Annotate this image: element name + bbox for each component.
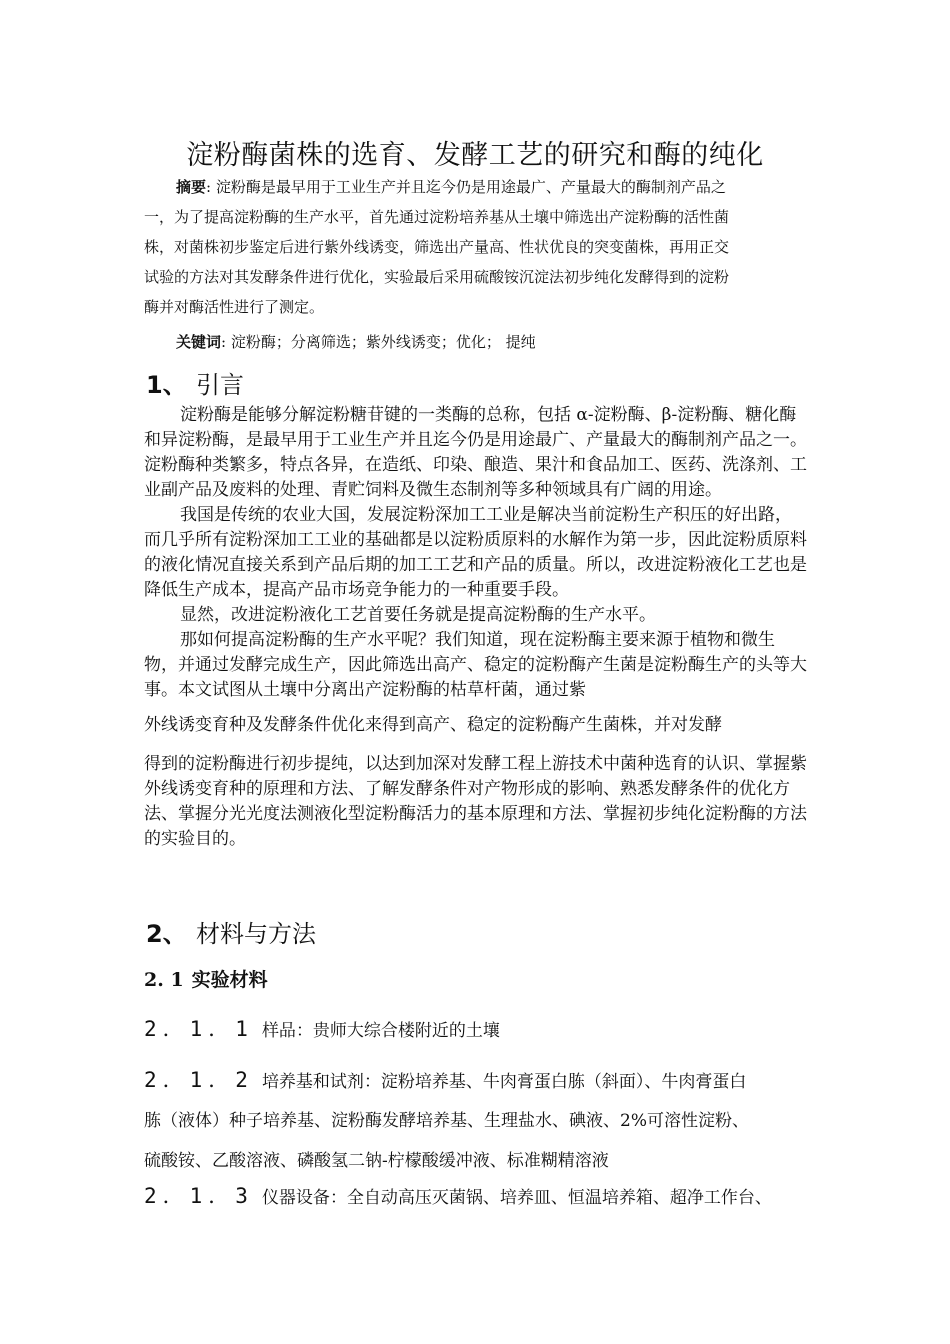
subsection-2-1-heading — [144, 965, 268, 992]
subsection-2-1-title: 实验材料 — [191, 969, 268, 991]
item-2-1-1-label: 样品 — [261, 1021, 296, 1041]
intro-paragraph-2: 我国是传统的农业大国，发展淀粉深加工工业是解决当前淀粉生产积压的好出路，而几乎所有淀粉深加工工业的基础都是以淀粉质原料的水解作为第一步，因此淀粉质原料的液化情况直接关系到产品后期的加工工艺和产品的质量。所以，改进淀粉液化工艺也是降低生产成本，提高产品市场竞争能力的一种重要手段。 — [144, 505, 807, 600]
abstract-text-2: 一，为了提高淀粉酶的生产水平，首先通过淀粉培养基从土壤中筛选出产淀粉酶的活性菌 — [144, 208, 730, 226]
intro-body — [144, 403, 808, 852]
item-2-1-2-text: ：淀粉培养基、牛肉膏蛋白胨（斜面）、牛肉膏蛋白 — [363, 1072, 747, 1092]
item-2-1-2-cont-1: 胨（液体）种子培养基、淀粉酶发酵培养基、生理盐水、碘液、2%可溶性淀粉、 — [144, 1111, 749, 1131]
abstract-line-1 — [144, 172, 812, 202]
abstract-text-4: 试验的方法对其发酵条件进行优化，实验最后采用硫酸铵沉淀法初步纯化发酵得到的淀粉 — [144, 268, 730, 286]
keywords-last: 提纯 — [505, 333, 536, 351]
item-2-1-2-number: 2．1．2 — [144, 1068, 254, 1092]
subsection-2-1-number: 2. 1 — [144, 969, 184, 991]
abstract-sep: : — [206, 178, 212, 196]
intro-paragraph-4-line — [144, 703, 808, 748]
section-2-title: 材料与方法 — [196, 920, 316, 948]
item-2-1-2 — [144, 1064, 746, 1094]
abstract-last-start: 酶 — [144, 298, 160, 316]
keywords-sep: : — [221, 333, 227, 351]
item-2-1-3-text: ：全自动高压灭菌锅、培养皿、恒温培养箱、超净工作台、 — [329, 1188, 772, 1208]
abstract-text-1: 淀粉酶是最早用于工业生产并且迄今仍是用途最广、产量最大的酶制剂产品之 — [215, 178, 726, 196]
item-2-1-3 — [144, 1180, 772, 1210]
item-2-1-3-number: 2．1．3 — [144, 1184, 254, 1208]
section-2-number: 2、 — [146, 920, 187, 948]
section-2-heading — [146, 914, 316, 949]
abstract-label: 摘要 — [176, 178, 207, 196]
abstract-text-3: 株，对菌株初步鉴定后进行紫外线诱变，筛选出产量高、性状优良的突变菌株，再用正交 — [144, 238, 730, 256]
paper-title: 淀粉酶菌株的选育、发酵工艺的研究和酶的纯化 — [186, 140, 764, 171]
item-2-1-2-label: 培养基和试剂 — [261, 1072, 364, 1092]
item-2-1-1 — [144, 1013, 500, 1043]
item-2-1-3-label: 仪器设备 — [261, 1188, 330, 1208]
item-2-1-2-continuation — [144, 1101, 824, 1181]
intro-p4-a: 外线诱变育种及发酵条件优化来得到高产、稳定的淀粉酶产生菌株， — [144, 715, 654, 735]
intro-paragraph-3: 显然，改进淀粉液化工艺首要任务就是提高淀粉酶的生产水平。 — [180, 605, 656, 625]
section-1-title: 引言 — [196, 371, 244, 399]
abstract-last-rest: 并对酶活性进行了测定。 — [159, 298, 325, 316]
item-2-1-2-cont-2: 硫酸铵、乙酸溶液、磷酸氢二钠-柠檬酸缓冲液、标准糊精溶液 — [144, 1151, 609, 1171]
item-2-1-1-text: ：贵师大综合楼附近的土壤 — [295, 1021, 500, 1041]
item-2-1-1-number: 2．1．1 — [144, 1017, 254, 1041]
section-1-heading — [146, 365, 244, 400]
intro-p4-b: 并对 — [654, 715, 688, 735]
section-1-number: 1、 — [146, 371, 187, 399]
keywords — [176, 327, 536, 357]
abstract-line-5 — [144, 292, 812, 322]
intro-p4-c: 发酵 — [688, 715, 722, 735]
keywords-label: 关键词 — [176, 333, 222, 351]
intro-paragraph-1: 淀粉酶是能够分解淀粉糖苷键的一类酶的总称，包括 α-淀粉酶、β-淀粉酶、糖化酶和异淀粉酶，是最早用于工业生产并且迄今仍是用途最广、产量最大的酶制剂产品之一。淀粉酶种类繁多，特点各异，在造纸、印染、酿造、果汁和食品加工、医药、洗涤剂、工业副产品及废料的处理、青贮饲料及微生态制剂等多种领域具有广阔的用途。 — [144, 405, 807, 500]
intro-paragraph-4: 那如何提高淀粉酶的生产水平呢？我们知道，现在淀粉酶主要来源于植物和微生物，并通过发酵完成生产，因此筛选出高产、稳定的淀粉酶产生菌是淀粉酶生产的头等大事。本文试图从土壤中分离出产淀粉酶的枯草杆菌，通过紫 — [144, 630, 807, 700]
abstract — [144, 172, 812, 322]
keywords-items: 淀粉酶；分离筛选；紫外线诱变；优化； — [230, 333, 501, 351]
intro-paragraph-4-rest: 得到的淀粉酶进行初步提纯，以达到加深对发酵工程上游技术中菌种选育的认识、掌握紫外线诱变育种的原理和方法、了解发酵条件对产物形成的影响、熟悉发酵条件的优化方法、掌握分光光度法测液化型淀粉酶活力的基本原理和方法、掌握初步纯化淀粉酶的方法的实验目的。 — [144, 754, 807, 849]
